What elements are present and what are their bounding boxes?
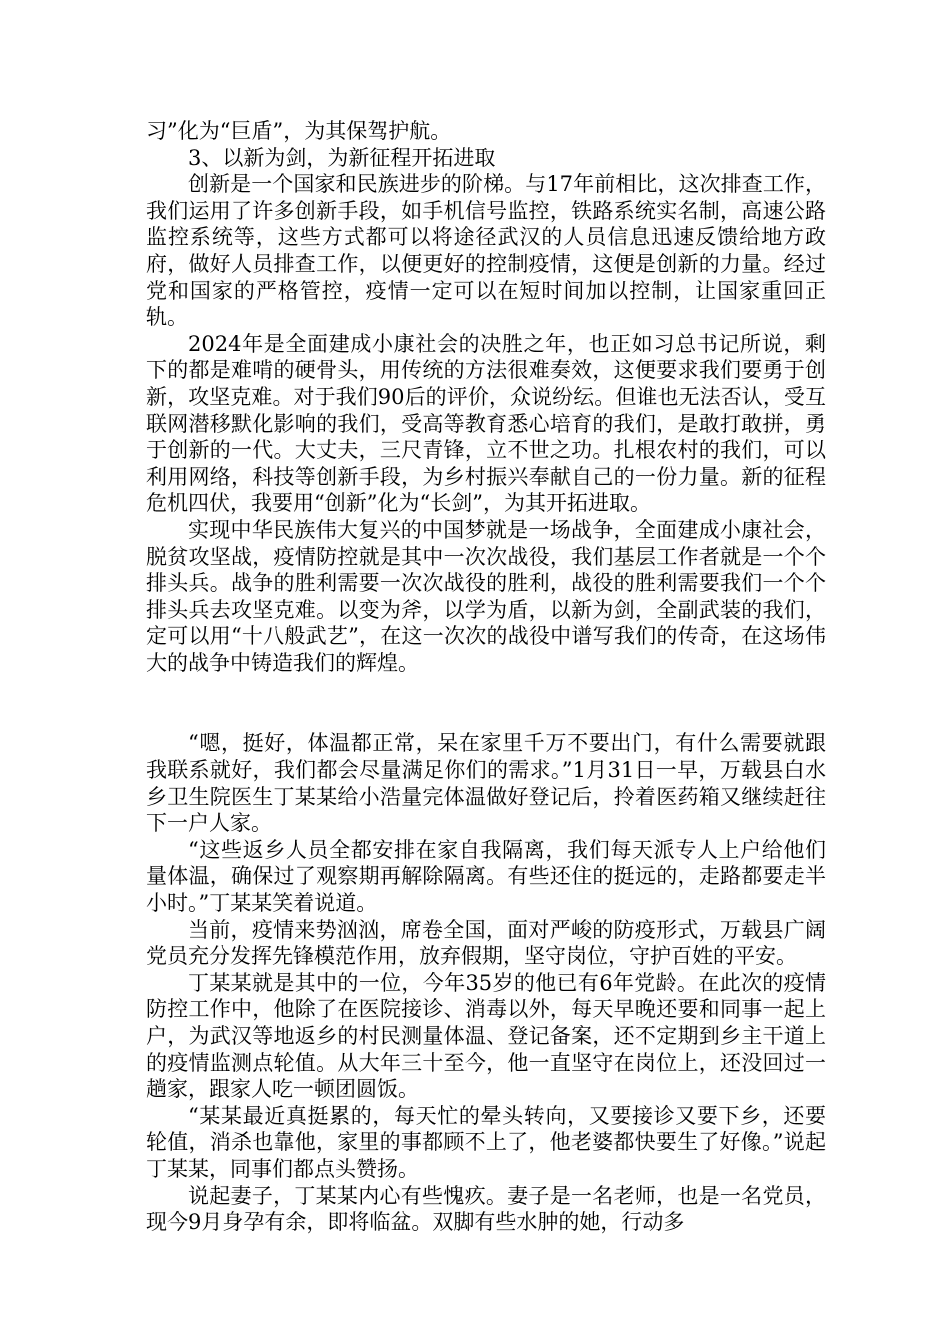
paragraph: 2024年是全面建成小康社会的决胜之年，也正如习总书记所说，剩下的都是难啃的硬骨头，用传统的方法很难奏效，这便要求我们要勇于创新，攻坚克难。对于我们90后的评价，众说纷纭。但谁也无法否认，受互联网潜移默化影响的我们，受高等教育悉心培育的我们，是敢打敢拼，勇于创新的一代。大丈夫，三尺青锋，立不世之功。扎根农村的我们，可以利用网络，科技等创新手段，为乡村振兴奉献自己的一份力量。新的征程危机四伏，我要用“创新”化为“长剑”，为其开拓进取。 [146, 331, 826, 516]
paragraph: “这些返乡人员全都安排在家自我隔离，我们每天派专人上户给他们量体温，确保过了观察期再解除隔离。有些还住的挺远的，走路都要走半小时。”丁某某笑着说道。 [146, 837, 826, 916]
section-gap [146, 676, 826, 730]
document-page [146, 118, 826, 1236]
paragraph: 实现中华民族伟大复兴的中国梦就是一场战争，全面建成小康社会，脱贫攻坚战，疫情防控就是其中一次次战役，我们基层工作者就是一个个排头兵。战争的胜利需要一次次战役的胜利，战役的胜利需要我们一个个排头兵去攻坚克难。以变为斧，以学为盾，以新为剑，全副武装的我们，定可以用“十八般武艺”，在这一次次的战役中谱写我们的传奇，在这场伟大的战争中铸造我们的辉煌。 [146, 517, 826, 675]
paragraph: “嗯，挺好，体温都正常，呆在家里千万不要出门，有什么需要就跟我联系就好，我们都会尽量满足你们的需求。”1月31日一早，万载县白水乡卫生院医生丁某某给小浩量完体温做好登记后，拎着医药箱又继续赶往下一户人家。 [146, 731, 826, 836]
paragraph: “某某最近真挺累的，每天忙的晕头转向，又要接诊又要下乡，还要轮值，消杀也靠他，家里的事都顾不上了，他老婆都快要生了好像。”说起丁某某，同事们都点头赞扬。 [146, 1103, 826, 1181]
continuation-line: 习”化为“巨盾”，为其保驾护航。 [146, 119, 452, 143]
section-heading: 3、以新为剑，为新征程开拓进取 [188, 145, 496, 170]
paragraph: 创新是一个国家和民族进步的阶梯。与17年前相比，这次排查工作，我们运用了许多创新手段，如手机信号监控，铁路系统实名制，高速公路监控系统等，这些方式都可以将途径武汉的人员信息迅速反馈给地方政府，做好人员排查工作，以便更好的控制疫情，这便是创新的力量。经过党和国家的严格管控，疫情一定可以在短时间加以控制，让国家重回正轨。 [146, 172, 826, 330]
paragraph: 丁某某就是其中的一位，今年35岁的他已有6年党龄。在此次的疫情防控工作中，他除了在医院接诊、消毒以外，每天早晚还要和同事一起上户，为武汉等地返乡的村民测量体温、登记备案，还不定期到乡主干道上的疫情监测点轮值。从大年三十至今，他一直坚守在岗位上，还没回过一趟家，跟家人吃一顿团圆饭。 [146, 970, 826, 1102]
paragraph: 说起妻子，丁某某内心有些愧疚。妻子是一名老师，也是一名党员，现今9月身孕有余，即将临盆。双脚有些水肿的她，行动多 [146, 1183, 826, 1235]
paragraph: 当前，疫情来势汹汹，席卷全国，面对严峻的防疫形式，万载县广阔党员充分发挥先锋模范作用，放弃假期，坚守岗位，守护百姓的平安。 [146, 917, 826, 969]
